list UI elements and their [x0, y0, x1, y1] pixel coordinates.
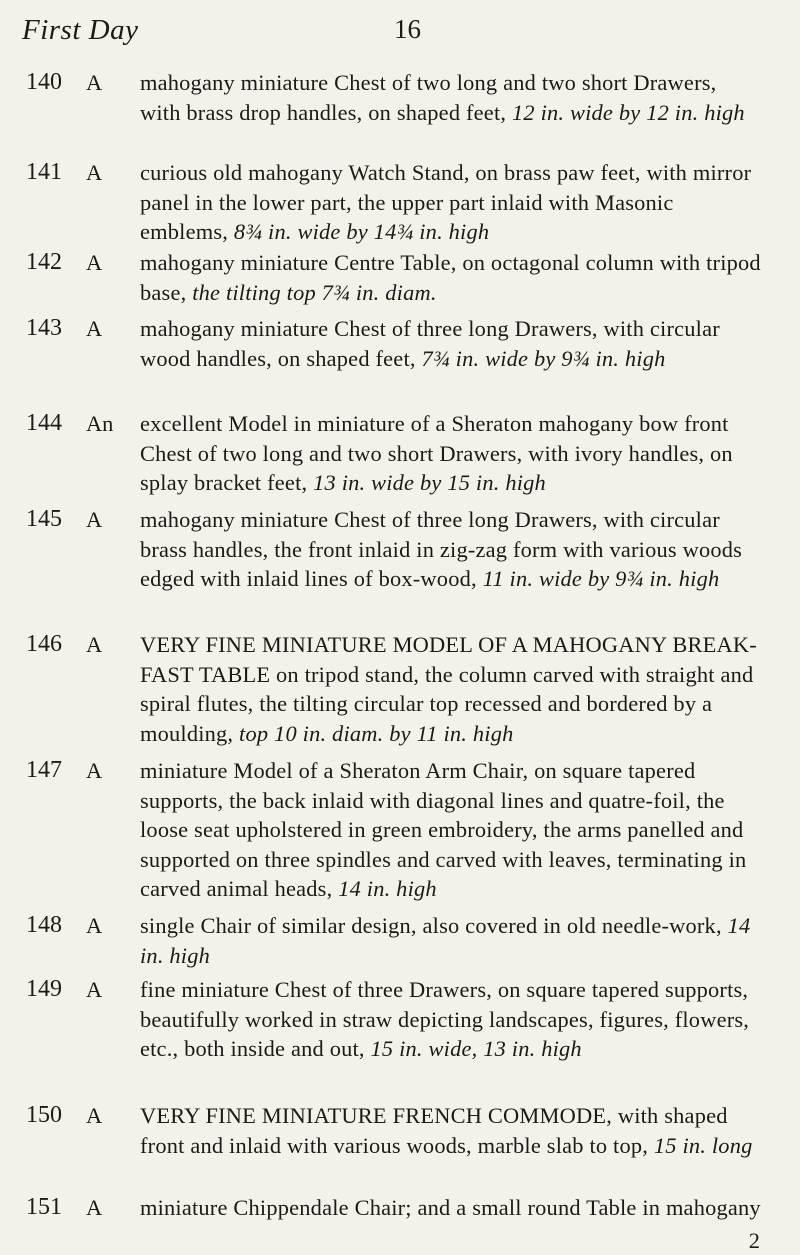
lot-number: 142: [26, 248, 76, 278]
lot-text: mahogany miniature Centre Table, on octagonal column with tripod base,: [140, 250, 761, 305]
lot-dimensions: the tilting top 7¾ in. diam.: [192, 280, 436, 305]
lot-text: mahogany miniature Chest of three long Drawers, with circular wood handles, on shaped feet,: [140, 316, 720, 371]
lot-text: single Chair of similar design, also covered in old needle-work,: [140, 913, 722, 938]
lot-146: [0, 630, 800, 756]
lot-description: [140, 1193, 762, 1223]
lot-description: [140, 158, 762, 247]
lot-number: 147: [26, 756, 76, 786]
lot-description: [140, 409, 762, 498]
lot-number: 145: [26, 505, 76, 535]
lot-text: curious old mahogany Watch Stand, on brass paw feet, with mirror panel in the lower part, the upper part inlaid with Masonic emblems,: [140, 160, 751, 244]
lot-144: [0, 409, 800, 505]
lot-lead: A: [86, 68, 102, 98]
lot-dimensions: 13 in. wide by 15 in. high: [313, 470, 546, 495]
lot-description: [140, 911, 762, 970]
lot-lead: A: [86, 756, 102, 786]
lot-description: [140, 505, 762, 594]
lot-description: [140, 756, 762, 904]
lot-number: 151: [26, 1193, 76, 1223]
lot-lead: An: [86, 409, 113, 439]
lot-text: excellent Model in miniature of a Sheraton mahogany bow front Chest of two long and two short Drawers, with ivory handles, on splay bracket feet,: [140, 411, 733, 495]
lot-text: miniature Model of a Sheraton Arm Chair, on square tapered supports, the back inlaid with diagonal lines and quatre-foil, the loose seat upholstered in green embroidery, the arms panelled and supported on three spindles and carved with leaves, terminating in carved animal heads,: [140, 758, 746, 901]
lot-149: [0, 975, 800, 1101]
lot-text: mahogany miniature Chest of two long and two short Drawers, with brass drop handles, on shaped feet,: [140, 70, 716, 125]
lot-lead: A: [86, 158, 102, 188]
lot-dimensions: 15 in. wide, 13 in. high: [371, 1036, 582, 1061]
lot-140: [0, 68, 800, 158]
lot-text: fine miniature Chest of three Drawers, on square tapered supports, beautifully worked in straw depicting landscapes, figures, flowers, etc., both inside and out,: [140, 977, 749, 1061]
lot-number: 143: [26, 314, 76, 344]
lot-number: 150: [26, 1101, 76, 1131]
lot-description: [140, 630, 762, 748]
lot-description: [140, 314, 762, 373]
lot-list: [0, 68, 800, 1255]
lot-lead: A: [86, 505, 102, 535]
lot-151: [0, 1193, 800, 1255]
lot-dimensions: 12 in. wide by 12 in. high: [512, 100, 745, 125]
lot-142: [0, 248, 800, 314]
lot-dimensions: 7¾ in. wide by 9¾ in. high: [421, 346, 665, 371]
lot-150: [0, 1101, 800, 1193]
lot-number: 141: [26, 158, 76, 188]
lot-147: [0, 756, 800, 911]
page-number: 16: [394, 14, 421, 45]
lot-quantity: 2: [749, 1226, 760, 1255]
lot-number: 144: [26, 409, 76, 439]
lot-number: 146: [26, 630, 76, 660]
lot-lead: A: [86, 1101, 102, 1131]
lot-description: [140, 68, 762, 127]
lot-text: mahogany miniature Chest of three long Drawers, with circular brass handles, the front inlaid in zig-zag form with various woods edged with inlaid lines of box-wood,: [140, 507, 742, 591]
lot-dimensions: top 10 in. diam. by 11 in. high: [239, 721, 513, 746]
lot-description: [140, 1101, 762, 1160]
lot-description: [140, 975, 762, 1064]
lot-145: [0, 505, 800, 630]
lot-dimensions: 8¾ in. wide by 14¾ in. high: [234, 219, 489, 244]
lot-lead: A: [86, 975, 102, 1005]
lot-number: 140: [26, 68, 76, 98]
lot-number: 148: [26, 911, 76, 941]
page-header: [22, 14, 778, 50]
lot-143: [0, 314, 800, 409]
lot-text: VERY FINE MINIATURE FRENCH COMMODE, with shaped front and inlaid with various woods, marble slab to top,: [140, 1103, 728, 1158]
lot-dimensions: 11 in. wide by 9¾ in. high: [483, 566, 720, 591]
lot-lead: A: [86, 314, 102, 344]
running-title: First Day: [22, 14, 138, 47]
lot-141: [0, 158, 800, 248]
lot-description: [140, 248, 762, 307]
lot-dimensions: 15 in. long: [654, 1133, 753, 1158]
lot-lead: A: [86, 911, 102, 941]
lot-lead: A: [86, 1193, 102, 1223]
lot-dimensions: 14 in. high: [338, 876, 437, 901]
lot-text: VERY FINE MINIATURE MODEL OF A MAHOGANY BREAK-FAST TABLE on tripod stand, the column carved with straight and spiral flutes, the tilting circular top recessed and bordered by a moulding,: [140, 632, 757, 746]
lot-lead: A: [86, 248, 102, 278]
lot-dimensions: 14 in. high: [140, 913, 750, 968]
lot-lead: A: [86, 630, 102, 660]
lot-text: miniature Chippendale Chair; and a small round Table in mahogany: [140, 1195, 761, 1220]
lot-148: [0, 911, 800, 975]
lot-number: 149: [26, 975, 76, 1005]
